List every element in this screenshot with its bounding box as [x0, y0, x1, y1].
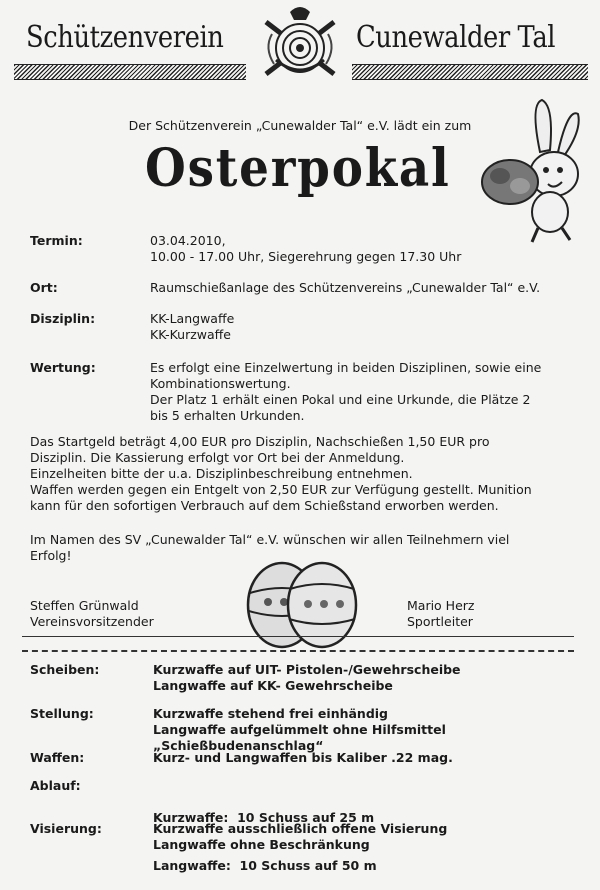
- wertung-line-3: Der Platz 1 erhält einen Pokal und eine Urkunde, die Plätze 2: [150, 392, 531, 407]
- details-value-wertung: [150, 360, 541, 424]
- visierung-line-2: Langwaffe ohne Beschränkung: [153, 837, 370, 852]
- scheiben-line-2: Langwaffe auf KK- Gewehrscheibe: [153, 678, 393, 693]
- visierung-line-1: Kurzwaffe ausschließlich offene Visierung: [153, 821, 448, 836]
- disziplin-line-2: KK-Kurzwaffe: [150, 327, 231, 342]
- stellung-line-1: Kurzwaffe stehend frei einhändig: [153, 706, 389, 721]
- ablauf-line-2: Langwaffe: 10 Schuss auf 50 m: [153, 858, 377, 873]
- disziplin-line-1: KK-Langwaffe: [150, 311, 235, 326]
- rules-label-stellung: Stellung:: [30, 706, 94, 721]
- details-value-disziplin: [150, 311, 234, 343]
- termin-date: 03.04.2010,: [150, 233, 226, 248]
- termin-time: 10.00 - 17.00 Uhr, Siegerehrung gegen 17.30 Uhr: [150, 249, 462, 264]
- details-value-termin: [150, 233, 461, 265]
- easter-bunny-icon: [470, 94, 590, 244]
- ablauf-line-1: Kurzwaffe: 10 Schuss auf 25 m: [153, 810, 375, 825]
- scheiben-line-1: Kurzwaffe auf UIT- Pistolen-/Gewehrscheibe: [153, 662, 461, 677]
- signature-right: [407, 598, 474, 630]
- header-left-hatch: [14, 64, 246, 80]
- club-name-right: Cunewalder Tal: [356, 20, 556, 55]
- details-label-disziplin: Disziplin:: [30, 311, 96, 326]
- wertung-line-4: bis 5 erhalten Urkunden.: [150, 408, 305, 423]
- event-title: Osterpokal: [145, 138, 451, 199]
- rules-label-visierung: Visierung:: [30, 821, 102, 836]
- signature-left-role: Vereinsvorsitzender: [30, 614, 154, 629]
- rules-value-visierung: [153, 821, 447, 853]
- stellung-line-2: Langwaffe aufgelümmelt ohne Hilfsmittel „Schießbudenanschlag“: [153, 722, 446, 753]
- divider-line: [22, 636, 574, 637]
- signature-right-name: Mario Herz: [407, 598, 475, 613]
- rules-label-ablauf: Ablauf:: [30, 778, 81, 793]
- fees-line-5: kann für den sofortigen Verbrauch auf dem Schießstand erworben werden.: [30, 498, 499, 513]
- rules-value-scheiben: [153, 662, 461, 694]
- rules-value-stellung: [153, 706, 600, 754]
- rules-label-scheiben: Scheiben:: [30, 662, 100, 677]
- club-name-left: Schützenverein: [26, 20, 224, 55]
- details-label-wertung: Wertung:: [30, 360, 96, 375]
- header-right-hatch: [352, 64, 588, 80]
- details-label-ort: Ort:: [30, 280, 58, 295]
- signature-left-name: Steffen Grünwald: [30, 598, 139, 613]
- closing-line-1: Im Namen des SV „Cunewalder Tal“ e.V. wünschen wir allen Teilnehmern viel: [30, 532, 510, 547]
- details-label-termin: Termin:: [30, 233, 83, 248]
- rules-value-waffen: Kurz- und Langwaffen bis Kaliber .22 mag.: [153, 750, 453, 765]
- signature-left: [30, 598, 154, 630]
- wertung-line-2: Kombinationswertung.: [150, 376, 291, 391]
- invitation-text: Der Schützenverein „Cunewalder Tal“ e.V. lädt ein zum: [128, 118, 472, 133]
- signature-right-role: Sportleiter: [407, 614, 473, 629]
- rules-label-waffen: Waffen:: [30, 750, 85, 765]
- wertung-line-1: Es erfolgt eine Einzelwertung in beiden Disziplinen, sowie eine: [150, 360, 542, 375]
- fees-line-4: Waffen werden gegen ein Entgelt von 2,50 EUR zur Verfügung gestellt. Munition: [30, 482, 532, 497]
- shooting-club-crest-icon: [256, 4, 344, 90]
- fees-line-2: Disziplin. Die Kassierung erfolgt vor Ort bei der Anmeldung.: [30, 450, 405, 465]
- fees-line-1: Das Startgeld beträgt 4,00 EUR pro Disziplin, Nachschießen 1,50 EUR pro: [30, 434, 490, 449]
- fees-line-3: Einzelheiten bitte der u.a. Disziplinbeschreibung entnehmen.: [30, 466, 413, 481]
- fees-paragraph: [30, 434, 575, 514]
- closing-line-2: Erfolg!: [30, 548, 72, 563]
- cut-line: [22, 650, 574, 652]
- details-value-ort: Raumschießanlage des Schützenvereins „Cunewalder Tal“ e.V.: [150, 280, 541, 295]
